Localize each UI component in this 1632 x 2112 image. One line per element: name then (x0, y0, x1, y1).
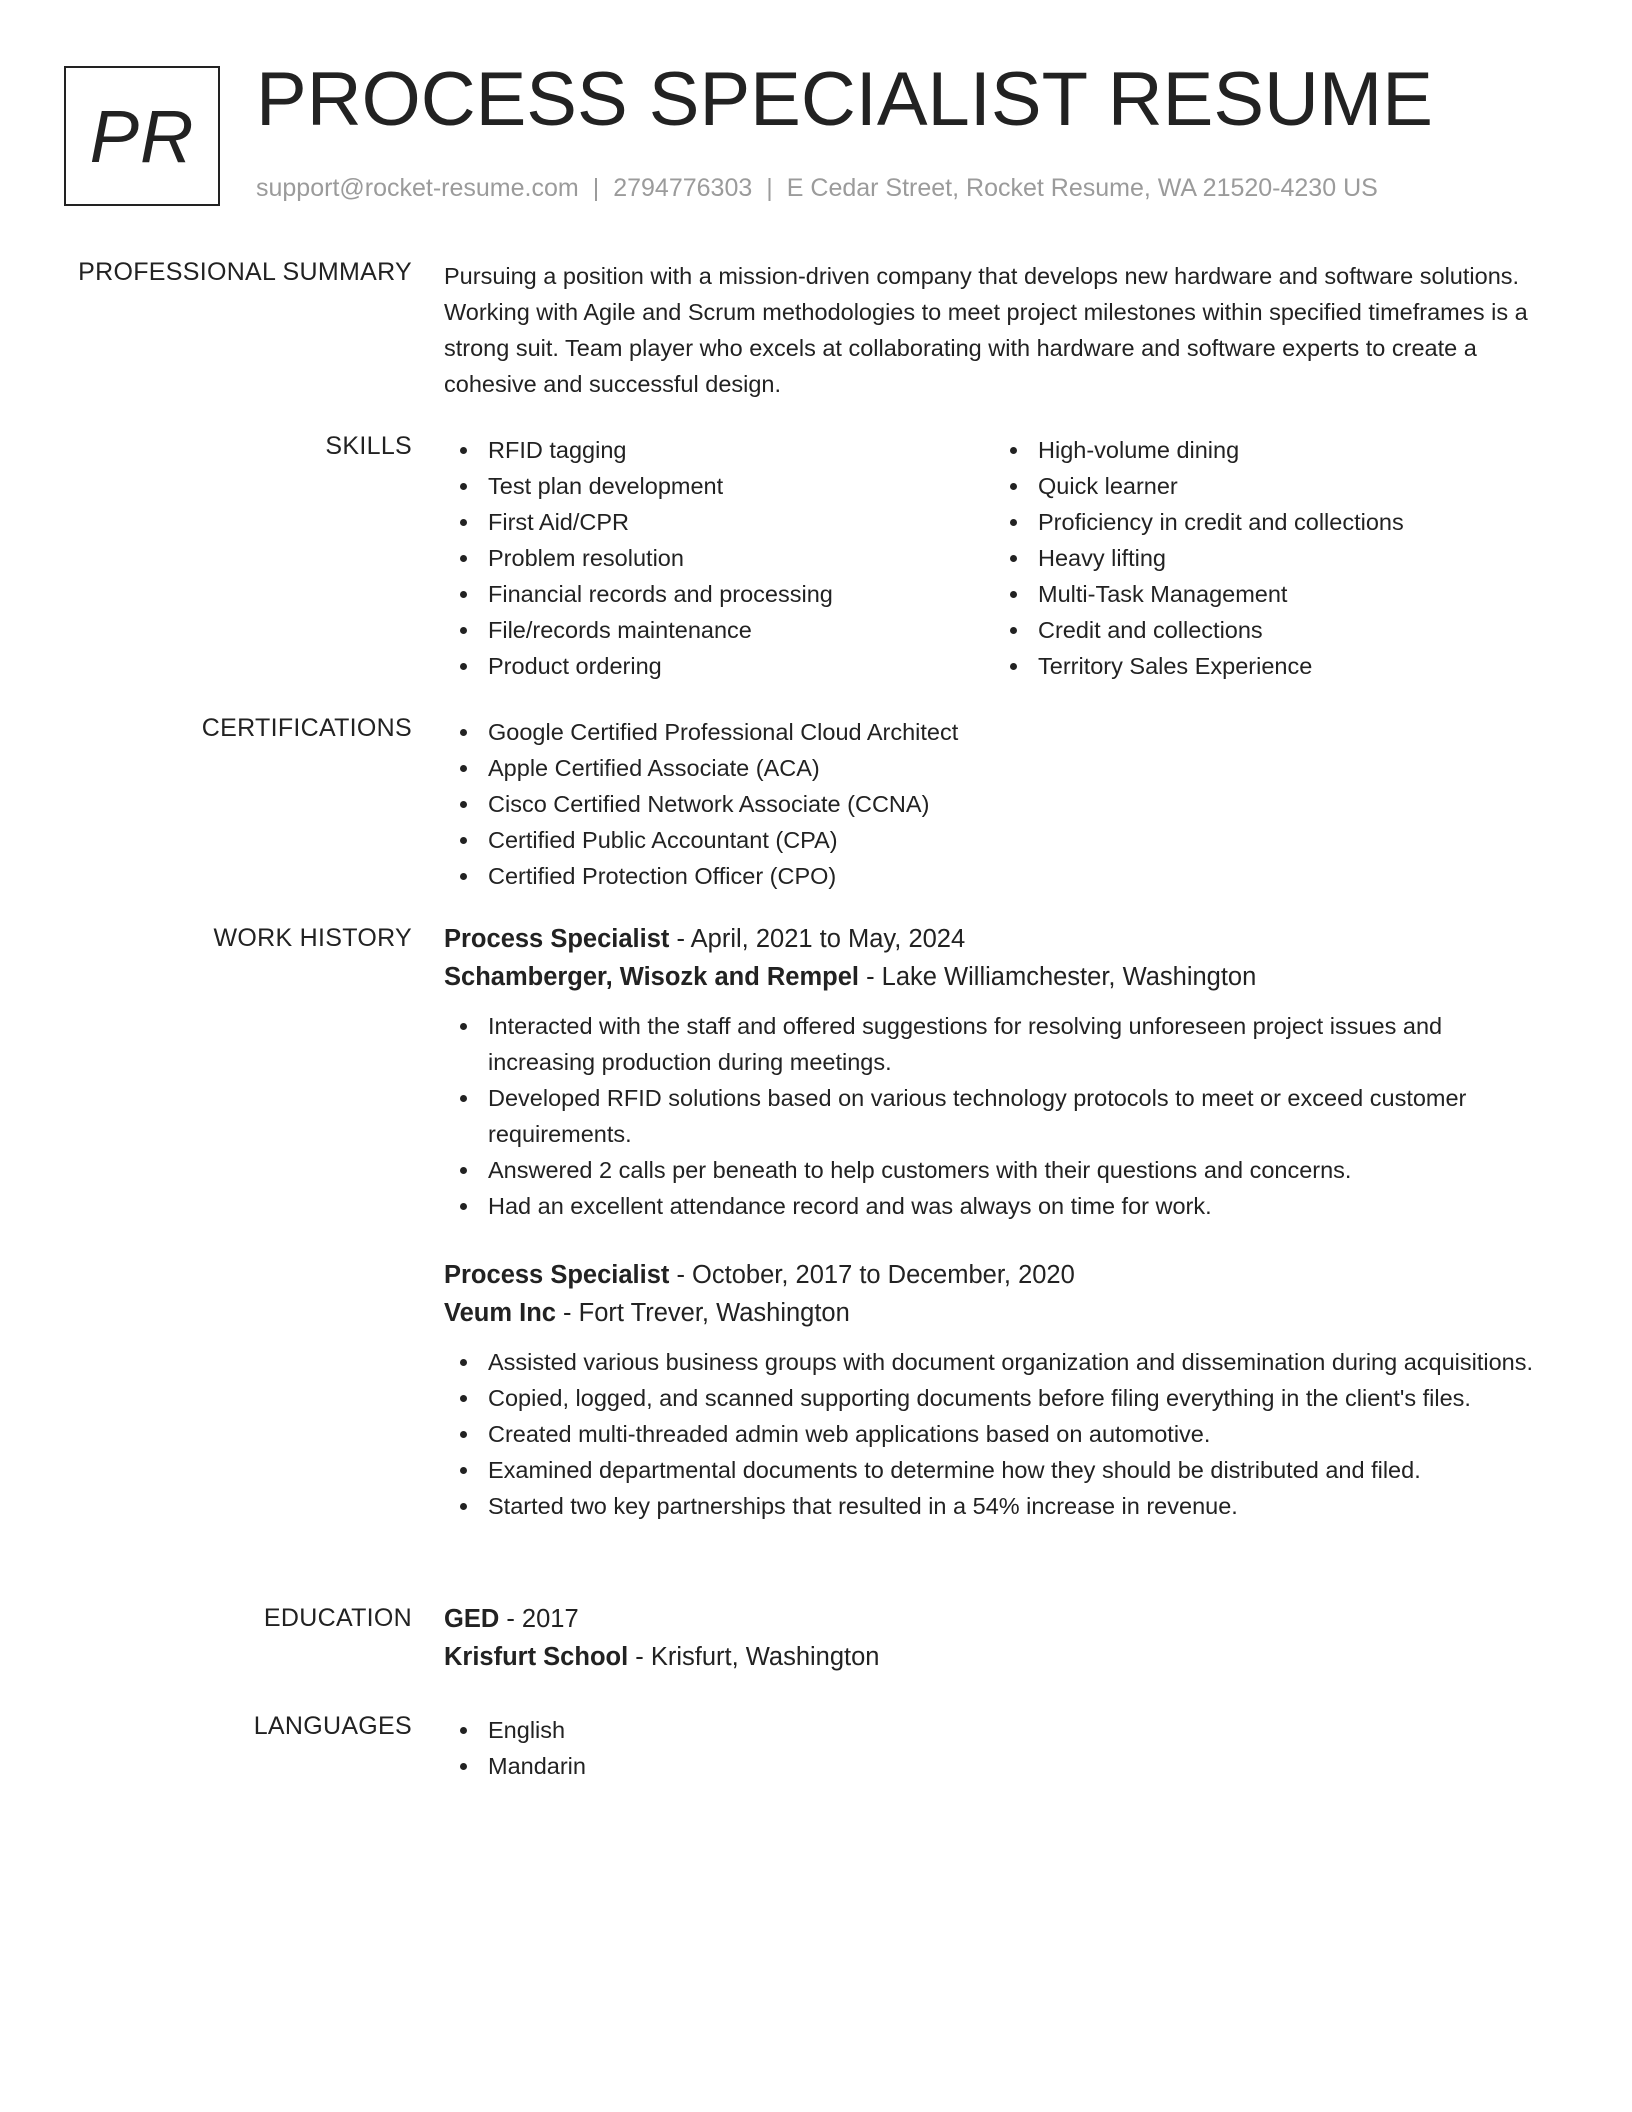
job-bullet: Started two key partnerships that resulted in a 54% increase in revenue. (488, 1488, 1544, 1524)
language-item: Mandarin (488, 1748, 1544, 1784)
job-dates: - April, 2021 to May, 2024 (669, 925, 966, 953)
skill-item: Heavy lifting (1038, 540, 1544, 576)
skill-item: Territory Sales Experience (1038, 648, 1544, 684)
skill-item: Test plan development (488, 468, 994, 504)
certification-item: Certified Protection Officer (CPO) (488, 858, 1544, 894)
work-history-body (444, 920, 1544, 1524)
education-body (444, 1600, 1544, 1676)
skill-item: Proficiency in credit and collections (1038, 504, 1544, 540)
skills-list (444, 432, 1544, 684)
job-dates: - October, 2017 to December, 2020 (669, 1261, 1075, 1289)
skill-item: Problem resolution (488, 540, 994, 576)
education-degree: GED (444, 1605, 500, 1633)
job-company: Schamberger, Wisozk and Rempel (444, 963, 859, 991)
job-company-line (444, 1294, 1544, 1332)
monogram-logo: PR (64, 66, 220, 206)
languages-list (444, 1712, 1544, 1784)
job-bullet: Created multi-threaded admin web applications based on automotive. (488, 1416, 1544, 1452)
section-label-education: EDUCATION (263, 1604, 412, 1632)
education-school-line (444, 1638, 1544, 1676)
job-bullet: Developed RFID solutions based on various technology protocols to meet or exceed customer requirements. (488, 1080, 1544, 1152)
skills-column-left (444, 432, 994, 684)
skill-item: Financial records and processing (488, 576, 994, 612)
job-location: - Lake Williamchester, Washington (859, 963, 1257, 991)
contact-address: E Cedar Street, Rocket Resume, WA 21520-4230 US (786, 174, 1378, 202)
skill-item: Credit and collections (1038, 612, 1544, 648)
job-bullet: Assisted various business groups with document organization and dissemination during acquisitions. (488, 1344, 1544, 1380)
job-title: Process Specialist (444, 925, 670, 953)
job-title: Process Specialist (444, 1261, 670, 1289)
section-label-languages: LANGUAGES (253, 1712, 412, 1740)
job-bullet: Examined departmental documents to determine how they should be distributed and filed. (488, 1452, 1544, 1488)
contact-line (256, 174, 1378, 203)
education-degree-line (444, 1600, 1544, 1638)
education-year: - 2017 (499, 1605, 579, 1633)
skill-item: Product ordering (488, 648, 994, 684)
job-entry (444, 1256, 1544, 1524)
contact-separator: | (766, 174, 773, 202)
resume-title: PROCESS SPECIALIST RESUME (256, 57, 1433, 142)
job-bullets (444, 1344, 1544, 1524)
contact-email: support@rocket-resume.com (256, 174, 579, 202)
skill-item: File/records maintenance (488, 612, 994, 648)
job-title-line (444, 1256, 1544, 1294)
job-company: Veum Inc (444, 1299, 556, 1327)
skill-item: First Aid/CPR (488, 504, 994, 540)
contact-phone: 2794776303 (613, 174, 753, 202)
education-school: Krisfurt School (444, 1643, 629, 1671)
certification-item: Google Certified Professional Cloud Architect (488, 714, 1544, 750)
section-label-skills: SKILLS (325, 432, 412, 460)
section-label-summary: PROFESSIONAL SUMMARY (78, 258, 412, 286)
certification-item: Certified Public Accountant (CPA) (488, 822, 1544, 858)
skill-item: RFID tagging (488, 432, 994, 468)
job-title-line (444, 920, 1544, 958)
job-bullet: Copied, logged, and scanned supporting documents before filing everything in the client's files. (488, 1380, 1544, 1416)
contact-separator: | (592, 174, 600, 202)
certification-item: Cisco Certified Network Associate (CCNA) (488, 786, 1544, 822)
job-entry (444, 920, 1544, 1224)
section-label-certifications: CERTIFICATIONS (201, 714, 412, 742)
job-location: - Fort Trever, Washington (555, 1299, 850, 1327)
section-label-work-history: WORK HISTORY (213, 924, 412, 952)
skills-column-right (994, 432, 1544, 684)
certification-item: Apple Certified Associate (ACA) (488, 750, 1544, 786)
job-bullets (444, 1008, 1544, 1224)
education-location: - Krisfurt, Washington (628, 1643, 880, 1671)
job-bullet: Answered 2 calls per beneath to help customers with their questions and concerns. (488, 1152, 1544, 1188)
job-company-line (444, 958, 1544, 996)
summary-text: Pursuing a position with a mission-driven company that develops new hardware and software solutions. Working with Agile and Scrum methodologies to meet project milestones within specified timeframes is a strong suit. Team player who excels at collaborating with hardware and software experts to create a cohesive and successful design. (444, 263, 1528, 397)
job-bullet: Interacted with the staff and offered suggestions for resolving unforeseen project issues and increasing production during meetings. (488, 1008, 1544, 1080)
skill-item: Multi-Task Management (1038, 576, 1544, 612)
certifications-list (444, 714, 1544, 894)
language-item: English (488, 1712, 1544, 1748)
skill-item: High-volume dining (1038, 432, 1544, 468)
job-bullet: Had an excellent attendance record and was always on time for work. (488, 1188, 1544, 1224)
skill-item: Quick learner (1038, 468, 1544, 504)
